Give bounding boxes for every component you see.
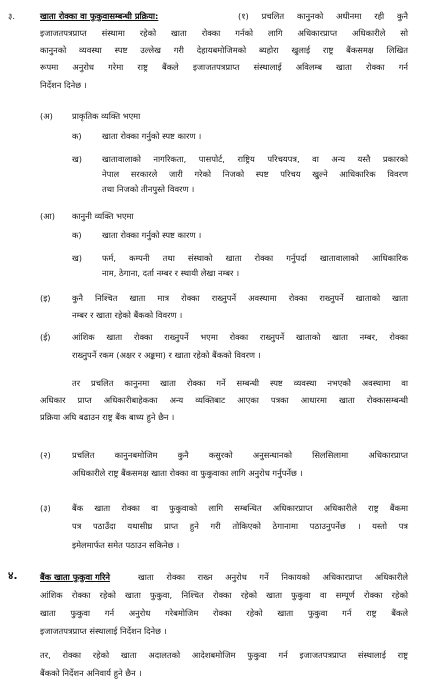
item4-line: खाता रोक्का राख्न अनुरोध गर्ने निकायको अधिकारप्राप्त अधिकारीले	[138, 572, 408, 582]
clause-aa-k-text: खाता रोक्का गर्नुको स्पष्ट कारण ।	[102, 230, 202, 240]
clause-aa-k-label: क)	[72, 230, 82, 240]
clause-a-title: प्राकृतिक व्यक्ति भएमा	[72, 111, 141, 121]
sub-2-line: प्रचलित कानुनबमोजिम कुनै कसुरको अनुसन्धानको सिलसिलामा अधिकारप्राप्त	[72, 450, 408, 460]
item4-proviso-line: तर, रोक्का रहेको खाता अदालतको आदेशबमोजिम फुकुवा गर्न इजाजतपत्रप्राप्त संस्थालाई राष्ट्र	[40, 650, 408, 660]
item3-proviso-line: अधिकार प्राप्त अधिकारीबाहेकका अन्य व्यक्तिबाट आएका पत्रका आधारमा खाता रोक्कासम्बन्धी	[40, 395, 408, 405]
clause-ii-label: (ई)	[40, 332, 51, 342]
sub-3-line: पत्र पठाउँदा यथासीघ्र प्राप्त हुने गरी तोकिएको ठेगानामा पठाउनुपर्नेछ । यस्तो पत्र	[72, 521, 408, 531]
clause-a-kh-line: नेपाल सरकारले जारी गरेको निजको स्पष्ट परिचय खुल्ने आधिकारिक विवरण	[102, 169, 408, 179]
clause-a-label: (अ)	[40, 111, 53, 121]
clause-ii-line: राख्नुपर्ने रकम (अक्षर र अङ्कमा) र खाता रहेको बैंकको विवरण ।	[72, 350, 261, 360]
clause-ii-line: आंशिक खाता रोक्का राख्नुपर्ने भएमा रोक्का राख्नुपर्ने खाताको खाता नम्बर, रोक्का	[72, 332, 408, 342]
clause-a-k-text: खाता रोक्का गर्नुको स्पष्ट कारण ।	[102, 131, 202, 141]
clause-a-kh-line: खातावालाको नागरिकता, पासपोर्ट, राष्ट्रिय परिचयपत्र, वा अन्य यस्तै प्रकारको	[102, 154, 408, 164]
item4-line: इजाजतपत्रप्राप्त संस्थालाई निर्देशन दिनेछ ।	[40, 626, 167, 636]
clause-a-kh-line: तथा निजको तीनपुस्ते विवरण ।	[102, 184, 195, 194]
item3-heading: खाता रोक्का वा फुकुवासम्बन्धी प्रक्रिया:	[40, 11, 159, 21]
clause-aa-kh-line: फर्म, कम्पनी तथा संस्थाको खाता रोक्का गर्नुपर्दा खातावालाको आधिकारिक	[102, 253, 408, 263]
sub-3-label: (३)	[40, 503, 51, 513]
sub-2-label: (२)	[40, 450, 51, 460]
clause-a-kh-label: ख)	[72, 154, 83, 164]
clause-aa-title: कानुनी व्यक्ति भएमा	[72, 211, 134, 221]
sub-3-line: बैंक खाता रोक्का वा फुकुवाको लागि सम्बन्धित अधिकारप्राप्त अधिकारीले राष्ट्र बैंकमा	[72, 503, 408, 513]
item3-proviso-line: तर प्रचलित कानुनमा खाता रोक्का गर्ने सम्बन्धी स्पष्ट व्यवस्था नभएकोे अवस्थामा वा	[72, 378, 408, 388]
item3-intro-line: (१) प्रचलित कानुनको अधीनमा रही कुनै	[238, 11, 408, 21]
item3-intro-line: कानुनको व्यवस्था स्पष्ट उल्लेख गरी देहायबमोजिमको ब्यहोरा खुलाई राष्ट्र बैंकसमक्ष लिखित	[40, 45, 408, 55]
item3-intro-line: निर्देशन दिनेछ ।	[40, 80, 87, 90]
clause-i-line: कुनै निश्चित खाता मात्र रोक्का राख्नुपर्ने अवस्थामा रोक्का राख्नुपर्ने खाताको खाता	[72, 293, 408, 303]
clause-aa-kh-label: ख)	[72, 253, 83, 263]
item4-line: आंशिक रोक्का रहेको खाता फुकुवा, निश्चित रोक्का रहेको खाता फुकुवा वा सम्पूर्ण रोक्का रहेको	[40, 590, 408, 600]
item3-intro-line: इजाजतपत्रप्राप्त संस्थामा रहेको खाता रोक्का गर्नको लागि अधिकारप्राप्त अधिकारीले सो	[40, 28, 408, 38]
item4-proviso-line: बैंकको निर्देशन अनिवार्य हुने छैन ।	[40, 668, 142, 678]
item3-intro-line: रूपमा अनुरोध गरेमा राष्ट्र बैंकले इजाजतपत्रप्राप्त संस्थालाई अविलम्ब खाता रोक्का गर्न	[40, 62, 408, 72]
clause-i-line: नम्बर र खाता रहेको बैंकको विवरण ।	[72, 310, 183, 320]
item4-heading: बैंक खाता फुकुवा गरिने	[40, 572, 110, 582]
clause-aa-label: (आ)	[40, 211, 55, 221]
item4-number: ४.	[8, 570, 18, 582]
clause-aa-kh-line: नाम, ठेगाना, दर्ता नम्बर र स्थायी लेखा नम्बर ।	[102, 268, 240, 278]
item3-proviso-line: प्रक्रिया अघि बढाउन राष्ट्र बैंक बाध्य हुने छैन ।	[40, 412, 175, 422]
sub-2-line: अधिकारीले राष्ट्र बैंकसमक्ष खाता रोक्का वा फुकुवाका लागि अनुरोध गर्नुपर्नेछ ।	[72, 468, 303, 478]
item3-number: ३.	[8, 11, 15, 21]
sub-3-line: इमेलमार्फत समेत पठाउन सकिनेछ ।	[72, 540, 180, 550]
item4-line: खाता फुकुवा गर्न अनुरोध गरेबमोजिम रोक्का रहेको खाता फुकुवा गर्न राष्ट्र बैंकले	[40, 608, 408, 618]
clause-i-label: (इ)	[40, 293, 51, 303]
clause-a-k-label: क)	[72, 131, 82, 141]
